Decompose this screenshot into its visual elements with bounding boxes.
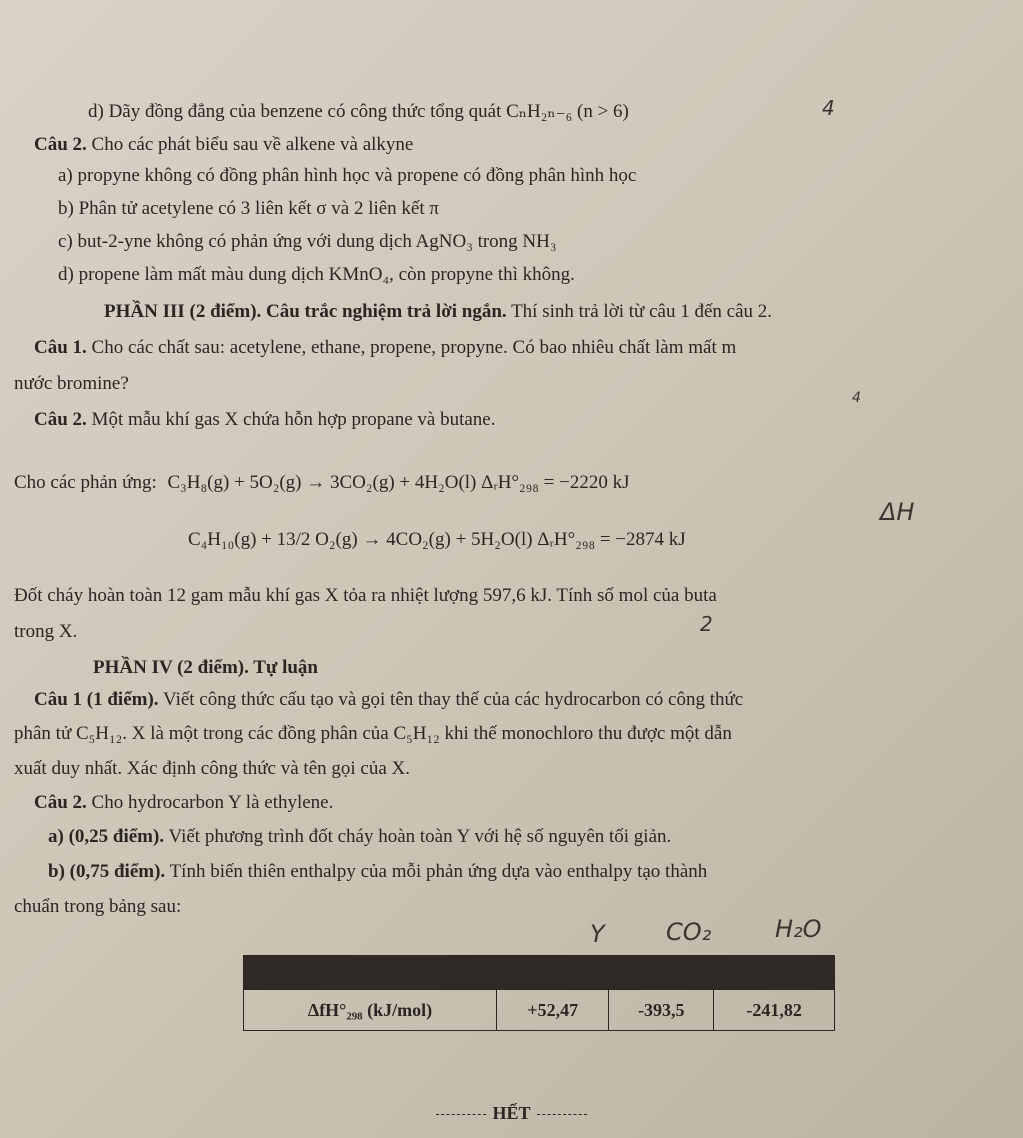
q2a-line: a) propyne không có đồng phân hình học và propene có đồng phân hình học [58,165,637,186]
p4q2-line [34,791,333,815]
p3q1-text: Cho các chất sau: acetylene, ethane, propene, propyne. Có bao nhiêu chất làm mất m [91,337,737,358]
p4q2b-line [48,860,707,884]
p4q2-title: Câu 2. [34,792,87,813]
footer-dash-right [537,1114,587,1115]
reaction-1-line [14,471,629,495]
q1d-line: d) Dãy đồng đẳng của benzene có công thức tổng quát CₙH₂ₙ₋₆ (n > 6) [88,101,629,122]
p3q1-line [34,336,736,360]
handwritten-mark-6: CO₂ [666,918,712,946]
p3q1-line2: nước bromine? [14,373,129,394]
table-header-cell [609,956,714,990]
table-header-row [244,956,835,990]
reaction-intro: Cho các phản ứng: [14,472,157,493]
p4q2b-title: b) (0,75 điểm). [48,861,166,882]
p4q1-line3: xuất duy nhất. Xác định công thức và tên gọi của X. [14,758,410,779]
handwritten-mark-5: Y [590,920,605,948]
p4q2a-title: a) (0,25 điểm). [48,826,165,847]
q2-title: Câu 2. [34,134,87,155]
table-row-label: ΔfH°₂₉₈ (kJ/mol) [244,990,497,1031]
p4q2b-text: Tính biến thiên enthalpy của mỗi phản ứng dựa vào enthalpy tạo thành [169,861,708,882]
footer-dash-left [436,1114,486,1115]
handwritten-mark-3: ΔH [880,498,915,526]
table-cell: -393,5 [609,990,714,1031]
p4q1-text: Viết công thức cấu tạo và gọi tên thay thế của các hydrocarbon có công thức [162,689,744,710]
table-row [244,990,835,1031]
part3-title: PHẦN III (2 điểm). Câu trắc nghiệm trả lời ngắn. [104,301,507,322]
p4q2a-text: Viết phương trình đốt cháy hoàn toàn Y với hệ số nguyên tối giản. [168,826,672,847]
p4q2a-line [48,825,671,849]
enthalpy-table [243,955,835,1031]
handwritten-mark-2: 4 [852,390,861,406]
p3q1-title: Câu 1. [34,337,87,358]
table-header-cell [244,956,497,990]
reaction-2: C₄H₁₀(g) + 13/2 O₂(g) → 4CO₂(g) + 5H₂O(l) ΔᵣH°₂₉₈ = −2874 kJ [188,529,686,550]
q2c-line: c) but-2-yne không có phản ứng với dung dịch AgNO₃ trong NH₃ [58,231,557,252]
part3-text: Thí sinh trả lời từ câu 1 đến câu 2. [511,301,773,322]
p3q2-line [34,408,496,432]
p3q2-line3: trong X. [14,621,78,642]
handwritten-mark-7: H₂O [775,915,822,943]
handwritten-mark-1: 4 [822,96,835,120]
p3q2-title: Câu 2. [34,409,87,430]
table-header-cell [714,956,835,990]
q2b-line: b) Phân tử acetylene có 3 liên kết σ và 2 liên kết π [58,198,439,219]
q2-text: Cho các phát biểu sau về alkene và alkyne [91,134,414,155]
table-header-cell [497,956,609,990]
p4q2b-line2: chuẩn trong bảng sau: [14,896,182,917]
part3-heading [104,300,772,324]
table-cell: +52,47 [497,990,609,1031]
p3q2-line2: Đốt cháy hoàn toàn 12 gam mẫu khí gas X tỏa ra nhiệt lượng 597,6 kJ. Tính số mol của buta [14,585,717,606]
p4q1-title: Câu 1 (1 điểm). [34,689,159,710]
part4-title: PHẦN IV (2 điểm). Tự luận [93,657,319,678]
table-cell: -241,82 [714,990,835,1031]
handwritten-mark-4: 2 [700,612,713,636]
p4q2-text: Cho hydrocarbon Y là ethylene. [91,792,334,813]
p3q2-text: Một mẫu khí gas X chứa hỗn hợp propane và butane. [91,409,496,430]
footer [0,1103,1023,1124]
q2d-line: d) propene làm mất màu dung dịch KMnO₄, còn propyne thì không. [58,264,575,285]
q2-line [34,133,413,157]
footer-text: HẾT [492,1103,531,1123]
reaction-1: C₃H₈(g) + 5O₂(g) → 3CO₂(g) + 4H₂O(l) ΔᵣH°₂₉₈ = −2220 kJ [167,472,630,493]
p4q1-line [34,688,743,712]
p4q1-line2: phân tử C₅H₁₂. X là một trong các đồng phân của C₅H₁₂ khi thế monochloro thu được một dẫn [14,723,732,744]
